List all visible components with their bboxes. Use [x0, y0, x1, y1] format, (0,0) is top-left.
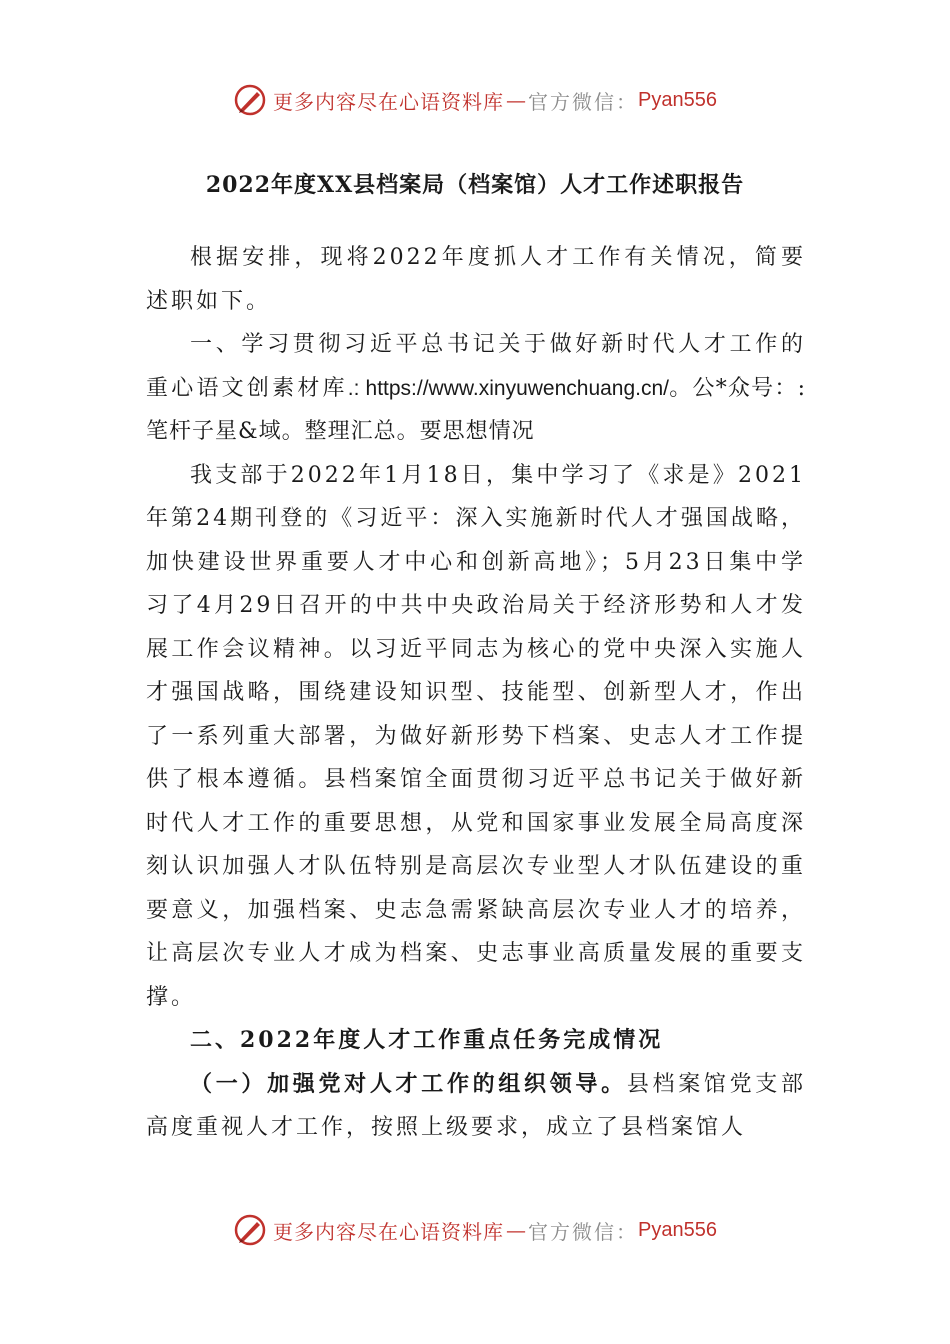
subsection1-heading: （一）加强党对人才工作的组织领导。: [190, 1070, 627, 1097]
banner-main-text: 更多内容尽在心语资料库: [273, 89, 505, 114]
banner-dash: —: [506, 88, 527, 112]
document-title: 2022年度XX县档案局（档案馆）人才工作述职报告: [205, 172, 745, 198]
pen-logo-icon: [233, 1213, 267, 1247]
intro-paragraph: 根据安排，现将2022年度抓人才工作有关情况，简要述职如下。: [146, 245, 806, 314]
footer-watermark-banner: [0, 1210, 950, 1250]
section1-text-c: 。公*众号：:笔杆子星&域。整理汇总。要思想情况: [146, 375, 807, 444]
header-watermark-banner: [0, 80, 950, 120]
banner-wechat-id: Pyan556: [638, 88, 717, 111]
footer-banner-main-text: 更多内容尽在心语资料库: [273, 1219, 505, 1244]
document-body: [146, 236, 806, 1150]
banner-wechat-label: 官方微信：: [528, 89, 639, 114]
footer-banner-wechat-id: Pyan556: [638, 1218, 717, 1241]
section1-text-a: 一、学习贯彻习近平总书记关于做好新时代人才工作的重心语文创素材库: [146, 332, 806, 401]
subsection1-text: 县档案馆党支部高度重视人才工作，按照上级要求，成立了县档案馆人: [146, 1071, 806, 1140]
subsection1-paragraph: [146, 1063, 806, 1150]
section1-url: .: https://www.xinyuwenchuang.cn/: [347, 376, 670, 400]
footer-banner-dash: —: [506, 1218, 527, 1242]
footer-banner-wechat-label: 官方微信：: [528, 1219, 639, 1244]
section2-heading: 二、2022年度人才工作重点任务完成情况: [190, 1027, 664, 1053]
pen-logo-icon: [233, 83, 267, 117]
section1-heading: [146, 323, 806, 454]
paragraph-study: 我支部于2022年1月18日，集中学习了《求是》2021年第24期刊登的《习近平：深入实施新时代人才强国战略，加快建设世界重要人才中心和创新高地》；5月23日集中学习了4月29日召开的中共中央政治局关于经济形势和人才发展工作会议精神。以习近平同志为核心的党中央深入实施人才强国战略，围绕建设知识型、技能型、创新型人才，作出了一系列重大部署，为做好新形势下档案、史志人才工作提供了根本遵循。县档案馆全面贯彻习近平总书记关于做好新时代人才工作的重要思想，从党和国家事业发展全局高度深刻认识加强人才队伍特别是高层次专业型人才队伍建设的重要意义，加强档案、史志急需紧缺高层次专业人才的培养，让高层次专业人才成为档案、史志事业高质量发展的重要支撑。: [146, 462, 806, 1010]
